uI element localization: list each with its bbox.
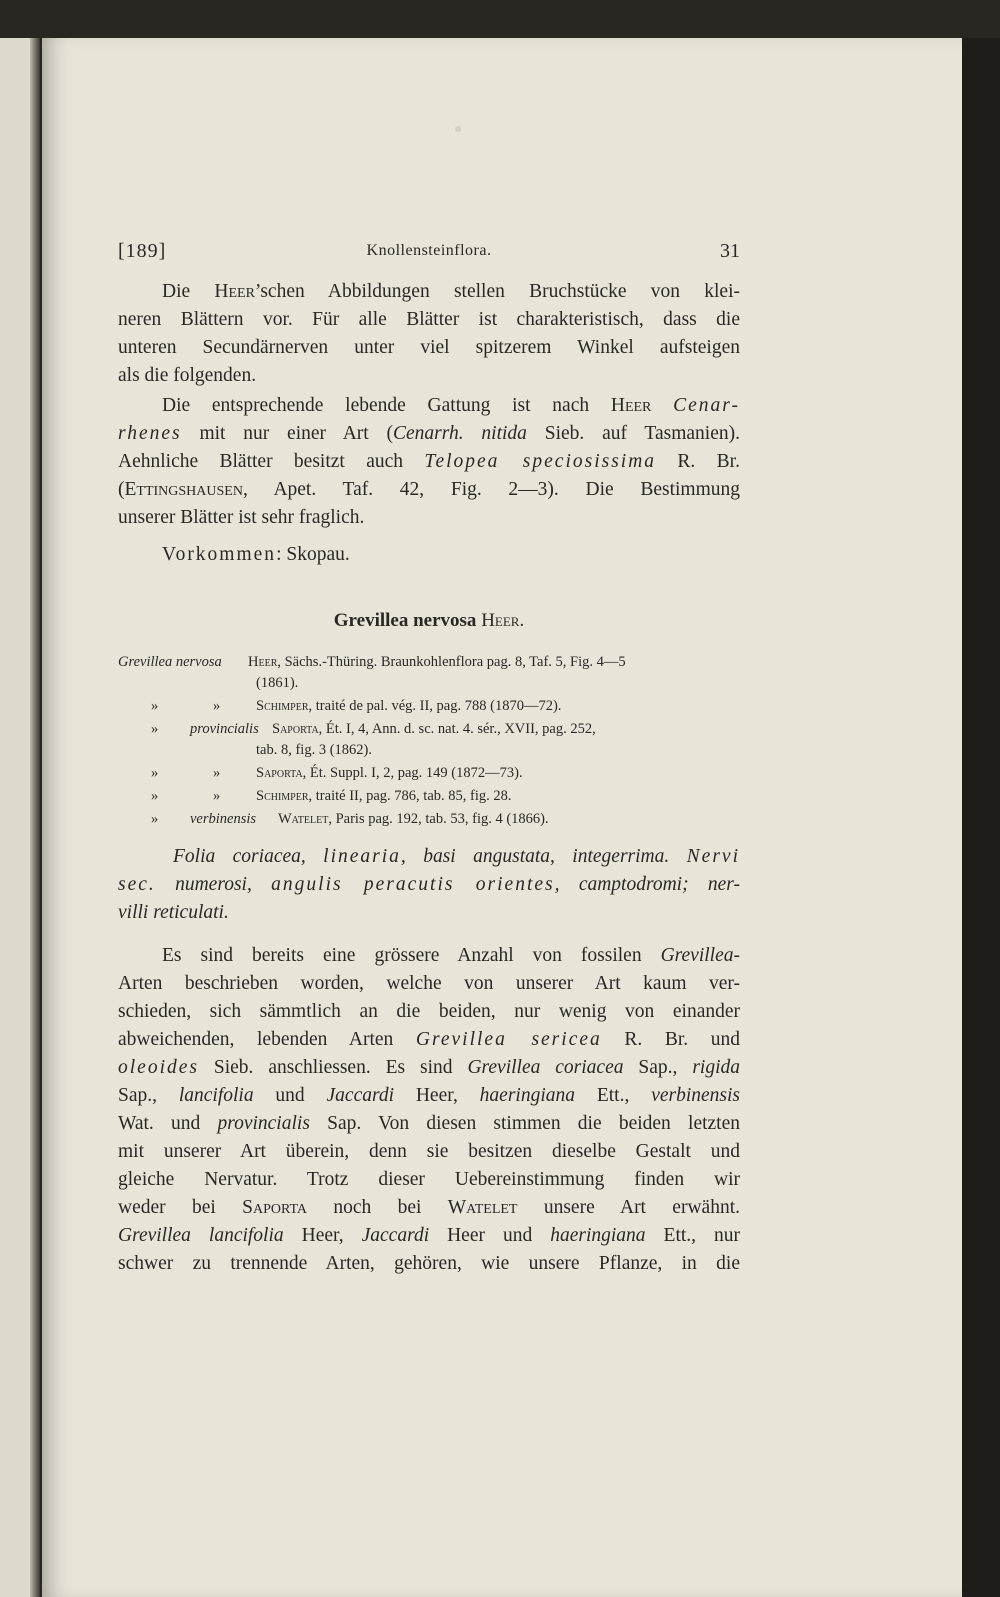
text-line: Folia coriacea, linearia, basi angustata, integerrima. Nervi xyxy=(173,846,740,867)
text-line: neren Blättern vor. Für alle Blätter ist charakteristisch, dass die xyxy=(118,309,740,330)
page-number: 31 xyxy=(720,240,740,262)
text-line: sec. numerosi, angulis peracutis orientes, camptodromi; ner- xyxy=(118,874,740,895)
text-line: unteren Secundärnerven unter viel spitzerem Winkel aufsteigen xyxy=(118,337,740,358)
text-line: Arten beschrieben worden, welche von unserer Art kaum ver- xyxy=(118,973,740,994)
text-line: Wat. und provincialis Sap. Von diesen stimmen die beiden letzten xyxy=(118,1113,740,1134)
text-line: schwer zu trennende Arten, gehören, wie unsere Pflanze, in die xyxy=(118,1253,740,1274)
text-line: unserer Blätter ist sehr fraglich. xyxy=(118,507,365,528)
text-line: mit unserer Art überein, denn sie besitzen dieselbe Gestalt und xyxy=(118,1141,740,1162)
text-line: Es sind bereits eine grössere Anzahl von fossilen Grevillea- xyxy=(162,945,740,966)
text-line: weder bei Saporta noch bei Watelet unsere Art erwähnt. xyxy=(118,1197,740,1218)
text-line: Die entsprechende lebende Gattung ist nach Heer Cenar- xyxy=(162,395,740,416)
paper-spot xyxy=(455,126,461,132)
text-line: Aehnliche Blätter besitzt auch Telopea speciosissima R. Br. xyxy=(118,451,740,472)
page-dark-border xyxy=(962,38,1000,1597)
text-line: oleoides Sieb. anschliessen. Es sind Grevillea coriacea Sap., rigida xyxy=(118,1057,741,1078)
text-line: gleiche Nervatur. Trotz dieser Uebereinstimmung finden wir xyxy=(118,1169,740,1190)
text-line: Grevillea lancifolia Heer, Jaccardi Heer und haeringiana Ett., nur xyxy=(118,1225,741,1246)
running-title: Knollensteinflora. xyxy=(366,242,492,259)
species-heading: Grevillea nervosa Heer. xyxy=(333,610,525,631)
text-line: schieden, sich sämmtlich an die beiden, nur wenig von einander xyxy=(118,1001,740,1022)
text-line: Sap., lancifolia und Jaccardi Heer, haeringiana Ett., verbinensis xyxy=(118,1085,741,1106)
text-line: rhenes mit nur einer Art (Cenarrh. nitida Sieb. auf Tasmanien). xyxy=(118,423,740,444)
text-line: (Ettingshausen, Apet. Taf. 42, Fig. 2—3). Die Bestimmung xyxy=(118,479,740,500)
text-line: Vorkommen: Skopau. xyxy=(162,544,350,565)
binding-shadow xyxy=(30,38,40,1597)
text-line: abweichenden, lebenden Arten Grevillea sericea R. Br. und xyxy=(118,1029,741,1050)
text-line: als die folgenden. xyxy=(118,365,257,386)
page-ref: [189] xyxy=(118,240,167,262)
running-header xyxy=(118,240,740,270)
text-line: Die Heer’schen Abbildungen stellen Bruchstücke von klei- xyxy=(162,281,741,302)
text-line: villi reticulati. xyxy=(118,902,229,923)
